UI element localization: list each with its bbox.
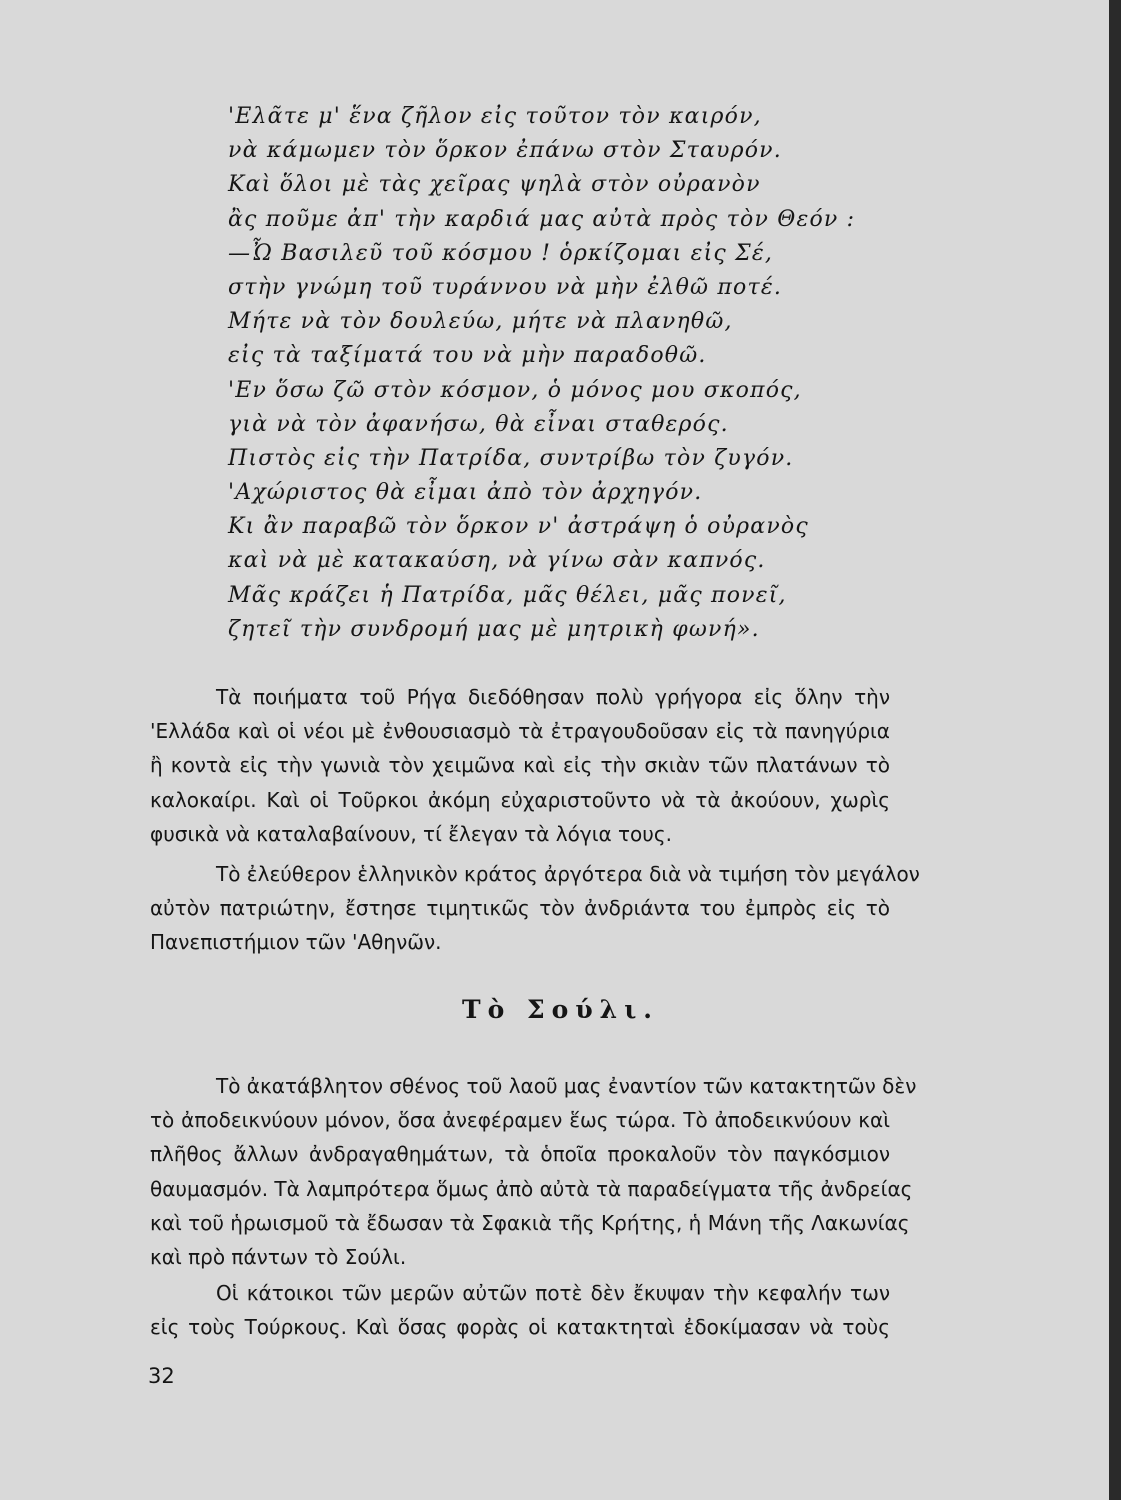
poem-line: —Ὦ Βασιλεῦ τοῦ κόσμου ! ὁρκίζομαι εἰς Σέ, — [228, 240, 774, 266]
poem-line: Μήτε νὰ τὸν δουλεύω, μήτε νὰ πλανηθῶ, — [228, 309, 733, 335]
poem-line: Καὶ ὅλοι μὲ τὰς χεῖρας ψηλὰ στὸν οὐρανὸν — [228, 172, 761, 198]
paragraph-line: Οἱ κάτοικοι τῶν μερῶν αὐτῶν ποτὲ δὲν ἔκυψαν τὴν κεφαλήν των — [216, 1281, 890, 1305]
paragraph-line: αὐτὸν πατριώτην, ἔστησε τιμητικῶς τὸν ἀνδριάντα του ἐμπρὸς εἰς τὸ — [150, 896, 890, 921]
paragraph-line: Τὸ ἐλεύθερον ἑλληνικὸν κράτος ἀργότερα διὰ νὰ τιμήση τὸν μεγάλον — [216, 862, 920, 886]
paragraph-line: τὸ ἀποδεικνύουν μόνον, ὅσα ἀνεφέραμεν ἕως τώρα. Τὸ ἀποδεικνύουν καὶ — [150, 1108, 890, 1133]
paragraph-line: ἢ κοντὰ εἰς τὴν γωνιὰ τὸν χειμῶνα καὶ εἰς τὴν σκιὰν τῶν πλατάνων τὸ — [150, 753, 890, 778]
scan-edge — [1109, 0, 1121, 1500]
poem-line: ἂς ποῦμε ἀπ' τὴν καρδιά μας αὐτὰ πρὸς τὸν Θεόν : — [228, 206, 856, 232]
poem-line: γιὰ νὰ τὸν ἀφανήσω, θὰ εἶναι σταθερός. — [228, 411, 729, 437]
poem-line: Κι ἂν παραβῶ τὸν ὅρκον ν' ἀστράψη ὁ οὐρανὸς — [228, 514, 809, 540]
paragraph-statue — [150, 857, 920, 960]
paragraph-line: Πανεπιστήμιον τῶν 'Αθηνῶν. — [150, 930, 442, 955]
paragraph-line: 'Ελλάδα καὶ οἱ νέοι μὲ ἐνθουσιασμὸ τὰ ἐτραγουδοῦσαν εἰς τὰ πανηγύρια — [150, 719, 890, 744]
paragraph-line: καλοκαίρι. Καὶ οἱ Τοῦρκοι ἀκόμη εὐχαριστοῦντο νὰ τὰ ἀκούουν, χωρὶς — [150, 787, 890, 812]
page-number: 32 — [148, 1364, 175, 1388]
paragraph-inhabitants — [150, 1276, 890, 1344]
poem-line: 'Ελᾶτε μ' ἕνα ζῆλον εἰς τοῦτον τὸν καιρόν, — [228, 104, 762, 129]
paragraph-line: Τὸ ἀκατάβλητον σθένος τοῦ λαοῦ μας ἐναντίον τῶν κατακτητῶν δὲν — [216, 1074, 917, 1098]
paragraph-line: θαυμασμόν. Τὰ λαμπρότερα ὅμως ἀπὸ αὐτὰ τὰ παραδείγματα τῆς ἀνδρείας — [150, 1176, 913, 1201]
paragraph-souli-intro — [150, 1069, 917, 1274]
poem-line: ζητεῖ τὴν συνδρομή μας μὲ μητρικὴ φωνή». — [228, 616, 760, 642]
paragraph-line: Τὰ ποιήματα τοῦ Ρήγα διεδόθησαν πολὺ γρήγορα εἰς ὅλην τὴν — [216, 685, 890, 709]
poem-line: εἰς τὰ ταξίματά του νὰ μὴν παραδοθῶ. — [228, 343, 707, 369]
poem-line: Πιστὸς εἰς τὴν Πατρίδα, συντρίβω τὸν ζυγόν. — [228, 445, 794, 471]
section-heading: Τὸ Σούλι. — [461, 995, 659, 1024]
poem-line: 'Εν ὅσω ζῶ στὸν κόσμον, ὁ μόνος μου σκοπός, — [228, 377, 802, 403]
poem-line: Μᾶς κράζει ἡ Πατρίδα, μᾶς θέλει, μᾶς πονεῖ, — [228, 582, 787, 608]
poem-line: νὰ κάμωμεν τὸν ὅρκον ἐπάνω στὸν Σταυρόν. — [228, 138, 782, 164]
oath-poem — [228, 100, 888, 647]
paragraph-line: εἰς τοὺς Τούρκους. Καὶ ὅσας φορὰς οἱ κατακτηταὶ ἐδοκίμασαν νὰ τοὺς — [150, 1315, 890, 1340]
poem-line: στὴν γνώμη τοῦ τυράννου νὰ μὴν ἐλθῶ ποτέ. — [228, 274, 783, 300]
poem-line: καὶ νὰ μὲ κατακαύση, νὰ γίνω σὰν καπνός. — [228, 548, 766, 574]
poem-line: 'Αχώριστος θὰ εἶμαι ἀπὸ τὸν ἀρχηγόν. — [228, 480, 703, 506]
paragraph-line: καὶ πρὸ πάντων τὸ Σούλι. — [150, 1244, 407, 1269]
paragraph-line: φυσικὰ νὰ καταλαβαίνουν, τί ἔλεγαν τὰ λόγια τους. — [150, 821, 672, 846]
paragraph-line: καὶ τοῦ ἡρωισμοῦ τὰ ἔδωσαν τὰ Σφακιὰ τῆς Κρήτης, ἡ Μάνη τῆς Λακωνίας — [150, 1210, 910, 1235]
paragraph-line: πλῆθος ἄλλων ἀνδραγαθημάτων, τὰ ὁποῖα προκαλοῦν τὸν παγκόσμιον — [150, 1142, 890, 1167]
paragraph-rigas-poems — [150, 680, 890, 851]
